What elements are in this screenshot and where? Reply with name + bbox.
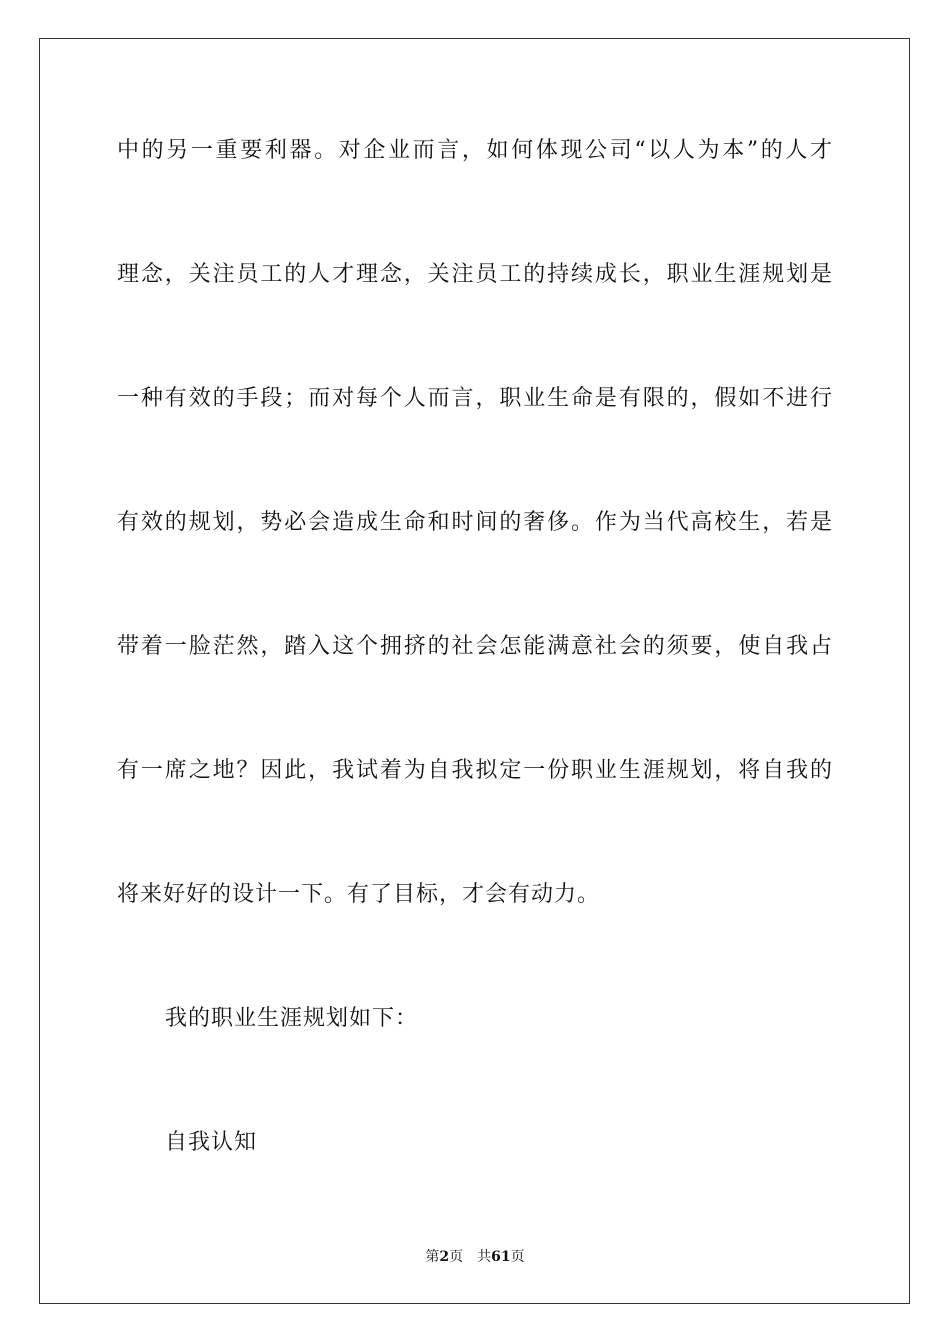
body-line-2: 理念，关注员工的人才理念，关注员工的持续成长，职业生涯规划是 bbox=[117, 262, 833, 287]
total-pages: 61 bbox=[491, 1249, 511, 1265]
body-line-7: 将来好好的设计一下。有了目标，才会有动力。 bbox=[117, 882, 601, 907]
body-line-6: 有一席之地？因此，我试着为自我拟定一份职业生涯规划，将自我的 bbox=[117, 758, 833, 783]
page-number: 2 bbox=[439, 1249, 450, 1265]
page-footer bbox=[0, 1248, 950, 1266]
body-line-3: 一种有效的手段；而对每个人而言，职业生命是有限的，假如不进行 bbox=[117, 386, 833, 411]
intro-line: 我的职业生涯规划如下： bbox=[165, 1006, 419, 1031]
total-suffix: 页 bbox=[510, 1249, 525, 1265]
body-line-5: 带着一脸茫然，踏入这个拥挤的社会怎能满意社会的须要，使自我占 bbox=[117, 634, 833, 659]
page-suffix: 页 bbox=[449, 1249, 464, 1265]
total-prefix: 共 bbox=[477, 1249, 492, 1265]
section-heading: 自我认知 bbox=[165, 1130, 258, 1155]
body-line-1: 中的另一重要利器。对企业而言，如何体现公司“以人为本”的人才 bbox=[117, 138, 833, 163]
page-frame bbox=[39, 38, 910, 1304]
body-line-4: 有效的规划，势必会造成生命和时间的奢侈。作为当代高校生，若是 bbox=[117, 510, 833, 535]
page-prefix: 第 bbox=[425, 1249, 440, 1265]
